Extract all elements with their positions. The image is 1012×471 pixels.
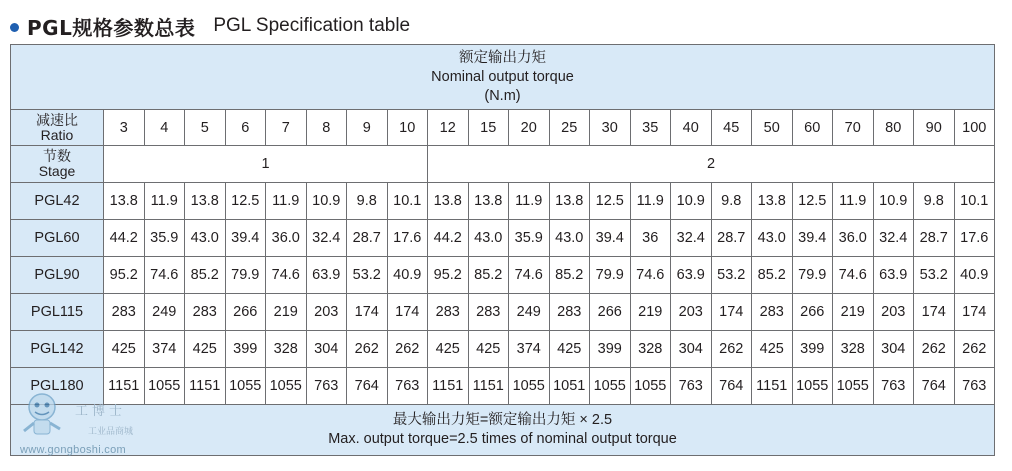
ratio-cell: 3 [104,110,145,146]
torque-value-cell: 53.2 [914,257,955,294]
torque-value-cell: 425 [549,331,590,368]
spec-table [10,44,995,456]
torque-value-cell: 39.4 [590,220,631,257]
torque-value-cell: 43.0 [185,220,226,257]
torque-value-cell: 1055 [630,368,671,405]
torque-value-cell: 425 [752,331,793,368]
torque-value-cell: 10.9 [671,183,712,220]
torque-value-cell: 85.2 [752,257,793,294]
torque-value-cell: 425 [185,331,226,368]
ratio-cell: 90 [914,110,955,146]
watermark-cn: 工博士 [75,404,127,419]
torque-value-cell: 79.9 [792,257,833,294]
torque-value-cell: 43.0 [468,220,509,257]
torque-value-cell: 174 [387,294,428,331]
torque-value-cell: 12.5 [225,183,266,220]
table-header-row [11,45,995,110]
ratio-cell: 60 [792,110,833,146]
torque-value-cell: 283 [752,294,793,331]
torque-value-cell: 53.2 [711,257,752,294]
torque-value-cell: 1151 [752,368,793,405]
torque-value-cell: 764 [711,368,752,405]
torque-value-cell: 1051 [549,368,590,405]
torque-value-cell: 283 [468,294,509,331]
torque-value-cell: 39.4 [792,220,833,257]
ratio-cell: 8 [306,110,347,146]
model-cell: PGL42 [11,183,104,220]
torque-value-cell: 17.6 [387,220,428,257]
torque-value-cell: 262 [711,331,752,368]
torque-value-cell: 1151 [468,368,509,405]
ratio-cell: 15 [468,110,509,146]
torque-value-cell: 43.0 [549,220,590,257]
model-cell: PGL90 [11,257,104,294]
torque-value-cell: 53.2 [347,257,388,294]
torque-value-cell: 764 [347,368,388,405]
torque-value-cell: 374 [509,331,550,368]
torque-value-cell: 35.9 [509,220,550,257]
stage-row [11,146,995,183]
torque-value-cell: 1055 [509,368,550,405]
torque-value-cell: 399 [590,331,631,368]
torque-value-cell: 44.2 [428,220,469,257]
ratio-cell: 9 [347,110,388,146]
torque-value-cell: 262 [347,331,388,368]
torque-value-cell: 13.8 [428,183,469,220]
torque-value-cell: 219 [266,294,307,331]
torque-value-cell: 74.6 [509,257,550,294]
torque-value-cell: 63.9 [306,257,347,294]
torque-value-cell: 9.8 [347,183,388,220]
table-row [11,183,995,220]
torque-value-cell: 28.7 [711,220,752,257]
ratio-cell: 5 [185,110,226,146]
torque-value-cell: 12.5 [590,183,631,220]
torque-value-cell: 28.7 [347,220,388,257]
torque-value-cell: 304 [873,331,914,368]
torque-value-cell: 79.9 [225,257,266,294]
torque-value-cell: 304 [671,331,712,368]
bullet-dot-icon [10,23,19,32]
torque-value-cell: 36 [630,220,671,257]
torque-value-cell: 10.1 [387,183,428,220]
torque-value-cell: 10.9 [873,183,914,220]
torque-value-cell: 10.9 [306,183,347,220]
torque-value-cell: 39.4 [225,220,266,257]
torque-value-cell: 85.2 [185,257,226,294]
torque-value-cell: 763 [671,368,712,405]
torque-value-cell: 85.2 [549,257,590,294]
torque-value-cell: 283 [185,294,226,331]
ratio-cell: 25 [549,110,590,146]
torque-value-cell: 35.9 [144,220,185,257]
torque-value-cell: 9.8 [914,183,955,220]
torque-value-cell: 203 [306,294,347,331]
torque-value-cell: 74.6 [630,257,671,294]
torque-value-cell: 85.2 [468,257,509,294]
ratio-cell: 10 [387,110,428,146]
torque-value-cell: 328 [266,331,307,368]
title-chinese: PGL规格参数总表 [27,15,196,40]
torque-value-cell: 36.0 [833,220,874,257]
torque-value-cell: 95.2 [428,257,469,294]
torque-value-cell: 11.9 [833,183,874,220]
torque-value-cell: 174 [711,294,752,331]
torque-value-cell: 266 [792,294,833,331]
torque-value-cell: 10.1 [954,183,995,220]
torque-value-cell: 304 [306,331,347,368]
table-row [11,294,995,331]
torque-value-cell: 74.6 [266,257,307,294]
ratio-cell: 80 [873,110,914,146]
torque-value-cell: 174 [914,294,955,331]
torque-value-cell: 1055 [833,368,874,405]
torque-value-cell: 764 [914,368,955,405]
watermark-url: www.gongboshi.com [20,444,126,456]
torque-value-cell: 249 [509,294,550,331]
stage-2-cell: 2 [428,146,995,183]
torque-value-cell: 262 [387,331,428,368]
torque-value-cell: 13.8 [549,183,590,220]
torque-value-cell: 74.6 [833,257,874,294]
torque-value-cell: 32.4 [671,220,712,257]
nominal-torque-header: 额定输出力矩 Nominal output torque (N.m) [11,45,995,110]
torque-value-cell: 763 [873,368,914,405]
table-footer-row [11,405,995,456]
ratio-cell: 20 [509,110,550,146]
torque-value-cell: 1055 [792,368,833,405]
torque-value-cell: 13.8 [104,183,145,220]
table-row [11,220,995,257]
torque-value-cell: 425 [104,331,145,368]
torque-value-cell: 262 [954,331,995,368]
torque-value-cell: 203 [671,294,712,331]
torque-value-cell: 219 [833,294,874,331]
torque-value-cell: 1055 [266,368,307,405]
torque-value-cell: 32.4 [306,220,347,257]
torque-value-cell: 283 [549,294,590,331]
torque-value-cell: 13.8 [185,183,226,220]
model-cell: PGL60 [11,220,104,257]
torque-value-cell: 74.6 [144,257,185,294]
torque-value-cell: 79.9 [590,257,631,294]
torque-value-cell: 266 [590,294,631,331]
torque-value-cell: 249 [144,294,185,331]
model-cell: PGL180 [11,368,104,405]
torque-value-cell: 11.9 [509,183,550,220]
torque-value-cell: 425 [428,331,469,368]
ratio-cell: 7 [266,110,307,146]
table-row [11,331,995,368]
stage-label-cell: 节数 Stage [11,146,104,183]
torque-value-cell: 283 [104,294,145,331]
torque-value-cell: 1055 [144,368,185,405]
ratio-cell: 6 [225,110,266,146]
ratio-label-cell: 减速比 Ratio [11,110,104,146]
footer-note: 最大输出力矩=额定输出力矩 × 2.5 Max. output torque=2.5 times of nominal output torque [11,405,995,456]
model-cell: PGL115 [11,294,104,331]
torque-value-cell: 219 [630,294,671,331]
ratio-cell: 50 [752,110,793,146]
torque-value-cell: 17.6 [954,220,995,257]
torque-value-cell: 63.9 [671,257,712,294]
watermark-cn-sub: 工业品商城 [88,426,134,436]
torque-value-cell: 11.9 [266,183,307,220]
torque-value-cell: 11.9 [144,183,185,220]
torque-value-cell: 399 [225,331,266,368]
ratio-row [11,110,995,146]
torque-value-cell: 763 [306,368,347,405]
torque-value-cell: 1151 [104,368,145,405]
torque-value-cell: 328 [630,331,671,368]
ratio-cell: 12 [428,110,469,146]
ratio-cell: 100 [954,110,995,146]
ratio-cell: 4 [144,110,185,146]
torque-value-cell: 13.8 [752,183,793,220]
torque-value-cell: 95.2 [104,257,145,294]
ratio-cell: 70 [833,110,874,146]
ratio-cell: 40 [671,110,712,146]
torque-value-cell: 9.8 [711,183,752,220]
torque-value-cell: 11.9 [630,183,671,220]
torque-value-cell: 328 [833,331,874,368]
torque-value-cell: 374 [144,331,185,368]
torque-value-cell: 262 [914,331,955,368]
torque-value-cell: 763 [954,368,995,405]
page-title [10,11,410,41]
torque-value-cell: 1151 [428,368,469,405]
torque-value-cell: 1151 [185,368,226,405]
torque-value-cell: 43.0 [752,220,793,257]
torque-value-cell: 36.0 [266,220,307,257]
torque-value-cell: 203 [873,294,914,331]
title-english: PGL Specification table [213,15,411,36]
torque-value-cell: 763 [387,368,428,405]
torque-value-cell: 174 [347,294,388,331]
ratio-cell: 30 [590,110,631,146]
torque-value-cell: 44.2 [104,220,145,257]
torque-value-cell: 1055 [225,368,266,405]
torque-value-cell: 40.9 [954,257,995,294]
torque-value-cell: 1055 [590,368,631,405]
torque-value-cell: 40.9 [387,257,428,294]
table-row [11,257,995,294]
torque-value-cell: 63.9 [873,257,914,294]
ratio-cell: 45 [711,110,752,146]
torque-value-cell: 399 [792,331,833,368]
stage-1-cell: 1 [104,146,428,183]
torque-value-cell: 174 [954,294,995,331]
torque-value-cell: 28.7 [914,220,955,257]
ratio-cell: 35 [630,110,671,146]
torque-value-cell: 13.8 [468,183,509,220]
torque-value-cell: 425 [468,331,509,368]
table-row [11,368,995,405]
torque-value-cell: 283 [428,294,469,331]
torque-value-cell: 32.4 [873,220,914,257]
torque-value-cell: 266 [225,294,266,331]
torque-value-cell: 12.5 [792,183,833,220]
model-cell: PGL142 [11,331,104,368]
